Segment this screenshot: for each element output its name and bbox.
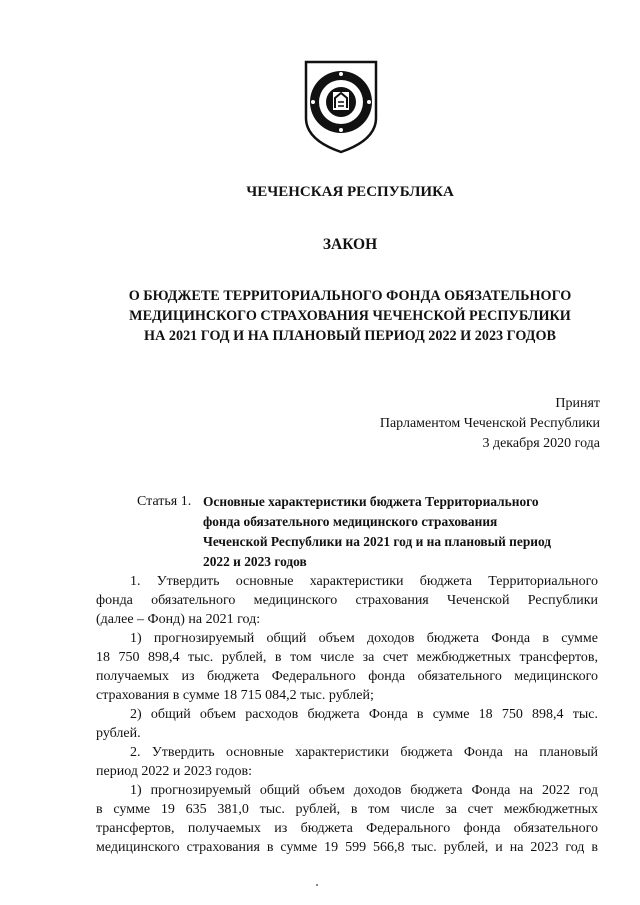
article-title-line: Чеченской Республики на 2021 год и на плановый период <box>203 534 552 549</box>
body-text-line: получаемых из бюджета Федерального фонда обязательного медицинского <box>96 669 598 684</box>
coat-of-arms-emblem <box>302 58 380 154</box>
law-title-line: О БЮДЖЕТЕ ТЕРРИТОРИАЛЬНОГО ФОНДА ОБЯЗАТЕЛЬНОГО <box>128 288 572 304</box>
body-text-line: 1) прогнозируемый общий объем доходов бюджета Фонда в сумме <box>130 631 598 646</box>
body-text-line: страхования в сумме 18 715 084,2 тыс. рублей; <box>96 688 374 703</box>
body-text-line: трансфертов, получаемых из бюджета Федерального фонда обязательного <box>96 821 598 836</box>
article-body <box>96 572 598 857</box>
body-text-line: 1) прогнозируемый общий объем доходов бюджета Фонда на 2022 год <box>130 783 598 798</box>
body-text-line: фонда обязательного медицинского страхования Чеченской Республики <box>96 593 598 608</box>
article-title <box>203 492 603 572</box>
body-text-line: 18 750 898,4 тыс. рублей, в том числе за счет межбюджетных трансфертов, <box>96 650 598 665</box>
body-text-line: медицинского страхования в сумме 19 599 566,8 тыс. рублей, и на 2023 год в <box>96 840 598 855</box>
body-text-line: (далее – Фонд) на 2021 год: <box>96 612 261 627</box>
body-text-line: 1. Утвердить основные характеристики бюджета Территориального <box>130 574 598 589</box>
body-text-line: рублей. <box>96 726 141 741</box>
page-speck <box>316 884 318 886</box>
adoption-block <box>300 394 600 454</box>
law-title-line: НА 2021 ГОД И НА ПЛАНОВЫЙ ПЕРИОД 2022 И 2023 ГОДОВ <box>144 328 556 344</box>
law-title-line: МЕДИЦИНСКОГО СТРАХОВАНИЯ ЧЕЧЕНСКОЙ РЕСПУБЛИКИ <box>129 308 571 324</box>
article-label: Статья 1. <box>137 494 192 509</box>
article-title-line: 2022 и 2023 годов <box>203 554 307 569</box>
article-title-line: фонда обязательного медицинского страхования <box>203 514 498 529</box>
law-title <box>90 286 610 346</box>
body-text-line: 2. Утвердить основные характеристики бюджета Фонда на плановый <box>130 745 598 760</box>
adopted-date: 3 декабря 2020 года <box>482 436 600 451</box>
adopted-label: Принят <box>555 396 600 411</box>
republic-heading: ЧЕЧЕНСКАЯ РЕСПУБЛИКА <box>246 184 454 200</box>
document-type-heading: ЗАКОН <box>322 236 378 253</box>
adopted-by: Парламентом Чеченской Республики <box>379 416 600 431</box>
body-text-line: в сумме 19 635 381,0 тыс. рублей, в том числе за счет межбюджетных <box>96 802 598 817</box>
article-title-line: Основные характеристики бюджета Территориального <box>203 494 539 509</box>
body-text-line: 2) общий объем расходов бюджета Фонда в сумме 18 750 898,4 тыс. <box>130 707 598 722</box>
body-text-line: период 2022 и 2023 годов: <box>96 764 253 779</box>
